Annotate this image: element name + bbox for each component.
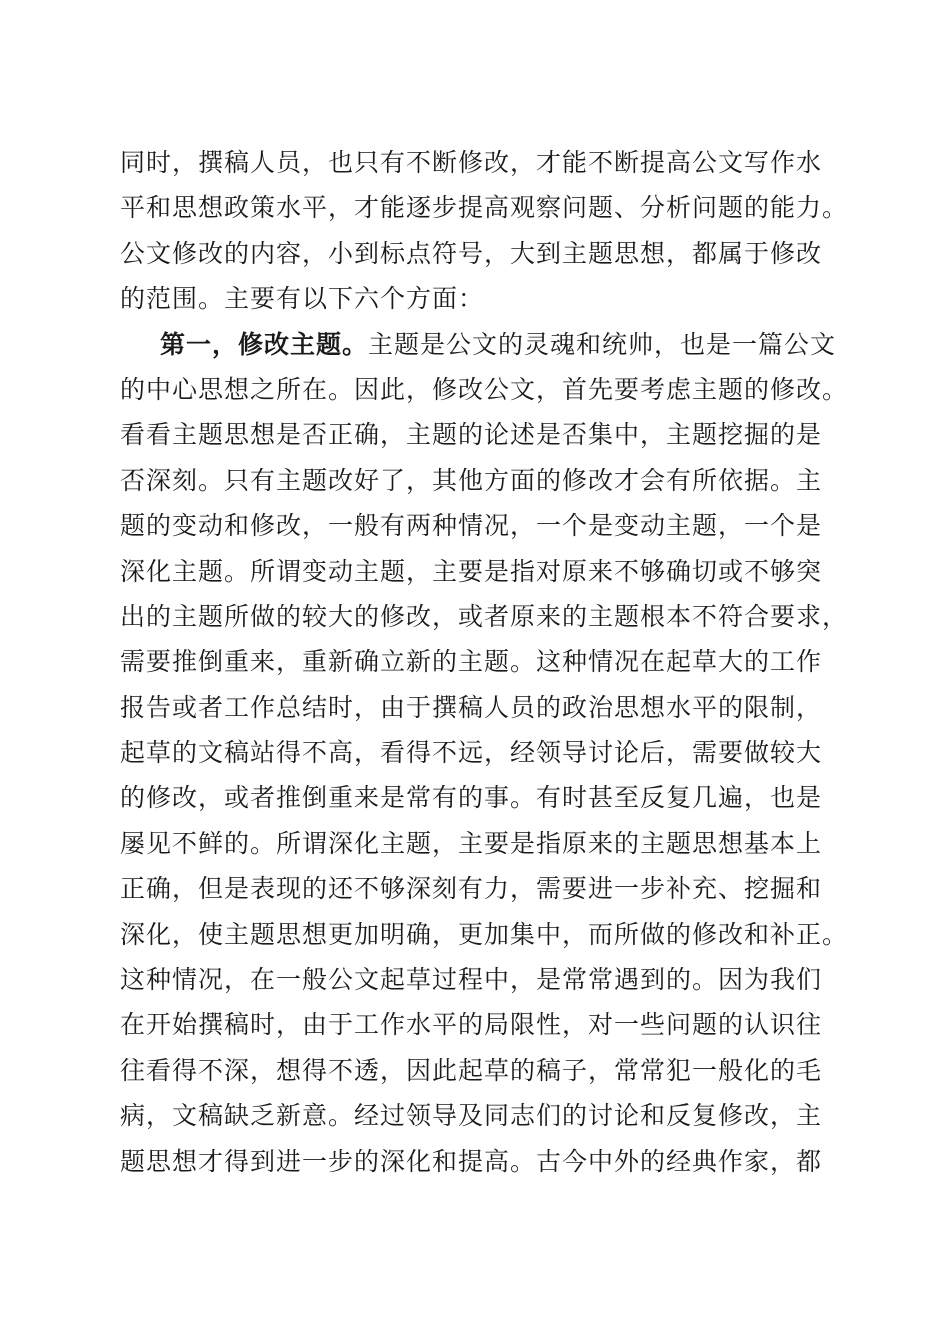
text-line: 出的主题所做的较大的修改，或者原来的主题根本不符合要求， xyxy=(120,601,849,631)
text-line: 看看主题思想是否正确，主题的论述是否集中，主题挖掘的是 xyxy=(120,420,823,450)
text-line: 的范围。主要有以下六个方面： xyxy=(120,284,485,314)
text-line: 正确，但是表现的还不够深刻有力，需要进一步补充、挖掘和 xyxy=(120,874,823,904)
text-line: 深化，使主题思想更加明确，更加集中，而所做的修改和补正。 xyxy=(120,919,849,949)
text-line: 平和思想政策水平，才能逐步提高观察问题、分析问题的能力。 xyxy=(120,193,849,223)
text-line: 在开始撰稿时，由于工作水平的局限性，对一些问题的认识往 xyxy=(120,1010,823,1040)
text-line: 需要推倒重来，重新确立新的主题。这种情况在起草大的工作 xyxy=(120,647,823,677)
text-line: 题思想才得到进一步的深化和提高。古今中外的经典作家，都 xyxy=(120,1146,823,1176)
text-line: 病，文稿缺乏新意。经过领导及同志们的讨论和反复修改，主 xyxy=(120,1101,823,1131)
section-lead: 第一，修改主题。 xyxy=(160,329,369,359)
text-line: 报告或者工作总结时，由于撰稿人员的政治思想水平的限制， xyxy=(120,692,823,722)
paragraph-first-line xyxy=(120,322,840,367)
text-line: 深化主题。所谓变动主题，主要是指对原来不够确切或不够突 xyxy=(120,556,823,586)
text-line: 往看得不深，想得不透，因此起草的稿子，常常犯一般化的毛 xyxy=(120,1055,823,1085)
text-line: 起草的文稿站得不高，看得不远，经领导讨论后，需要做较大 xyxy=(120,738,823,768)
text-line: 屡见不鲜的。所谓深化主题，主要是指原来的主题思想基本上 xyxy=(120,828,823,858)
text-line: 否深刻。只有主题改好了，其他方面的修改才会有所依据。主 xyxy=(120,465,823,495)
text-line: 题的变动和修改，一般有两种情况，一个是变动主题，一个是 xyxy=(120,511,823,541)
text-line: 的中心思想之所在。因此，修改公文，首先要考虑主题的修改。 xyxy=(120,374,849,404)
text-line-rest: 主题是公文的灵魂和统帅，也是一篇公文 xyxy=(368,329,837,359)
text-line: 这种情况，在一般公文起草过程中，是常常遇到的。因为我们 xyxy=(120,965,823,995)
text-line: 同时，撰稿人员，也只有不断修改，才能不断提高公文写作水 xyxy=(120,148,823,177)
text-line: 的修改，或者推倒重来是常有的事。有时甚至反复几遍，也是 xyxy=(120,783,823,813)
body-text xyxy=(120,140,849,1184)
text-line: 公文修改的内容，小到标点符号，大到主题思想，都属于修改 xyxy=(120,238,823,268)
